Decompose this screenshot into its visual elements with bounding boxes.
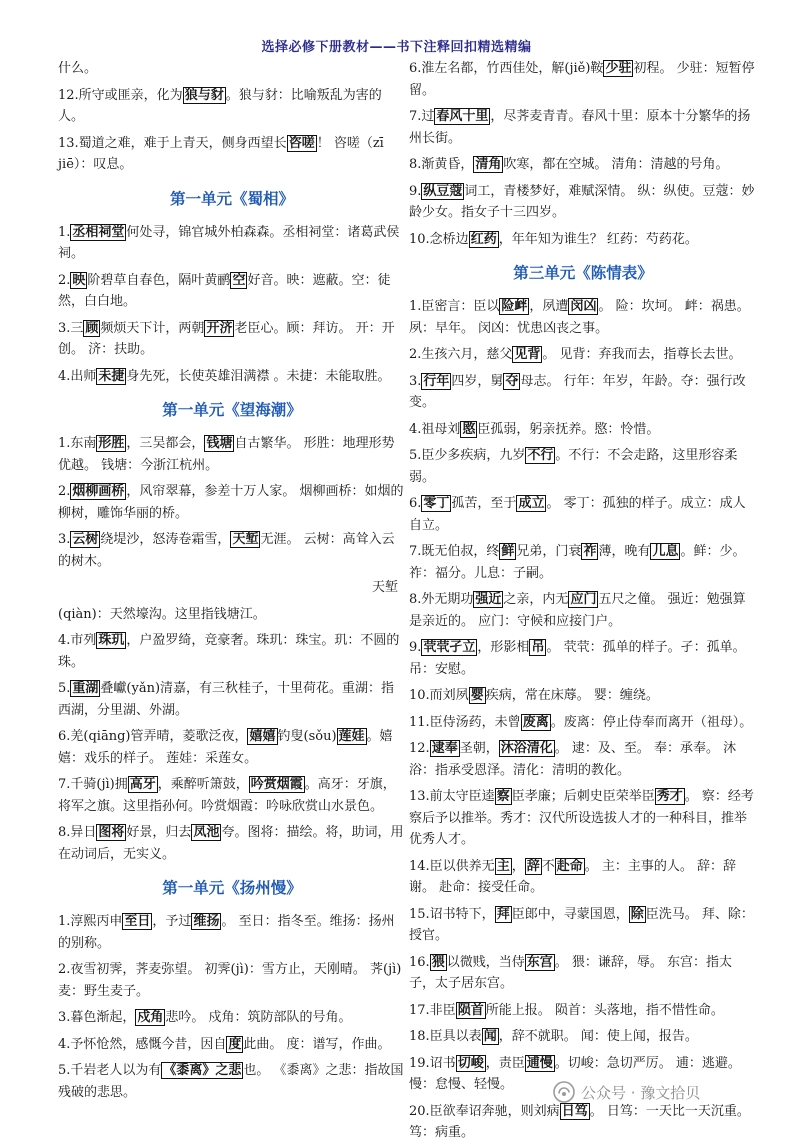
annotation-item (58, 133, 406, 176)
annotation-text: ，户盈罗绮，竞豪奢。珠玑：珠宝。玑：不圆的珠。 (58, 633, 400, 670)
annotation-text: 13.前太守臣逵 (409, 789, 495, 804)
boxed-keyword: 儿息 (652, 544, 679, 559)
annotation-item (409, 106, 757, 149)
annotation-text: 。鲜：少。 祚：福分。儿息：子嗣。 (409, 544, 746, 581)
annotation-text: 1.淳熙丙申 (58, 914, 123, 929)
annotation-text: 3.暮色渐起， (58, 1010, 136, 1025)
annotation-text: 15.诏书特下， (409, 906, 495, 922)
right-column (409, 58, 757, 1144)
annotation-text: 9. (409, 183, 422, 199)
annotation-text: 16. (409, 954, 430, 970)
boxed-keyword: 吟赏烟霞 (250, 777, 303, 792)
boxed-keyword: 戍角 (137, 1010, 164, 1025)
annotation-item (409, 1026, 757, 1048)
annotation-item (58, 1007, 406, 1029)
section-heading: 第三单元《陈情表》 (513, 263, 653, 282)
annotation-item (58, 58, 406, 80)
annotation-text: 4.出师 (58, 368, 97, 384)
boxed-keyword: 清角 (475, 157, 502, 172)
annotation-text: 臣孤弱，躬亲抚养。愍：怜惜。 (477, 421, 660, 437)
annotation-text: 4.予怀怆然，感慨今昔，因自 (58, 1036, 227, 1052)
annotation-text: 1.东南 (58, 436, 97, 451)
annotation-text: 5. (58, 681, 71, 696)
annotation-text: 叠巘(yǎn)清嘉，有三秋桂子，十里荷花。重湖：指西湖，分里湖、外湖。 (58, 681, 395, 718)
boxed-keyword: 至日 (124, 914, 151, 929)
annotation-text: 臣孝廉；后刺史臣荣举臣 (511, 789, 655, 804)
annotation-item (58, 85, 406, 128)
annotation-text: ，形影相 (477, 640, 530, 655)
annotation-item (409, 58, 757, 101)
boxed-keyword: 逋慢 (526, 1055, 553, 1071)
annotation-text: 10.念桥边 (409, 231, 469, 247)
annotation-text: 不 (541, 858, 555, 874)
page-header (0, 36, 793, 55)
annotation-item (58, 481, 406, 524)
annotation-text: 。废离：停止侍奉而离开（祖母）。 (550, 714, 753, 730)
annotation-text: 。切峻：急切严厉。 逋：逃避。慢：怠慢、轻慢。 (409, 1055, 741, 1092)
boxed-keyword: 云树 (72, 532, 99, 547)
annotation-text: 7.过 (409, 109, 435, 124)
annotation-text: 夸。图将：描绘。将，助词，用在动词后，无实义。 (58, 825, 404, 862)
boxed-keyword: 察 (496, 789, 510, 804)
boxed-keyword: 茕茕孑立 (423, 640, 476, 655)
annotation-text: 。不行：不会走路，这里形容柔弱。 (409, 448, 738, 485)
annotation-text: 何处寻，锦官城外柏森森。丞相祠堂：诸葛武侯祠。 (58, 224, 400, 261)
annotation-text: 6. (409, 496, 422, 511)
annotation-text: 10.而刘夙 (409, 688, 469, 703)
boxed-keyword: 婴 (470, 688, 484, 703)
annotation-text: ， (511, 858, 525, 874)
annotation-item (58, 222, 406, 265)
boxed-keyword: 少驻 (605, 61, 632, 76)
annotation-item (58, 1060, 406, 1103)
boxed-keyword: 切峻 (457, 1055, 484, 1071)
boxed-keyword: 闵凶 (570, 299, 597, 314)
annotation-text: 。 险：坎坷。 衅：祸患。 夙：早年。 闵凶：忧患凶丧之事。 (409, 299, 750, 336)
annotation-text: ！ 咨嗟（zī jiē）：叹息。 (58, 135, 384, 172)
boxed-keyword: 映 (72, 272, 86, 288)
annotation-text: 。狼与豺：比喻叛乱为害的人。 (58, 87, 382, 124)
annotation-item (58, 726, 406, 769)
annotation-text: 也。 《黍离》之悲：指故国残破的悲思。 (58, 1063, 404, 1100)
annotation-text: 母志。 行年：年岁，年龄。夺：强行改变。 (409, 373, 746, 410)
boxed-keyword: 猥 (431, 954, 445, 970)
annotation-item (409, 419, 757, 441)
annotation-text: 3. (409, 373, 422, 389)
boxed-keyword: 应门 (570, 592, 597, 607)
annotation-text: 绕堤沙，怒涛卷霜雪， (100, 532, 231, 547)
annotation-text: 好音。映：遮蔽。空：徒然，白白地。 (58, 272, 391, 309)
annotation-text: 老臣心。顾：拜访。 开：开创。 济：扶助。 (58, 320, 395, 357)
annotation-item (409, 856, 757, 899)
annotation-text: 。 察：经考察后予以推举。秀才：汉代所设选拔人才的一种科目，推举优秀人才。 (409, 789, 754, 847)
annotation-item (409, 589, 757, 632)
annotation-item (58, 366, 406, 388)
annotation-text: ，乘醉听箫鼓， (157, 777, 249, 792)
annotation-text: 4.市列 (58, 633, 97, 648)
annotation-text: 2.夜雪初霁，荠麦弥望。 初霁(jì)：雪方止，天刚晴。 荠(jì)麦：野生麦子。 (58, 962, 402, 999)
boxed-keyword: 见背 (514, 347, 541, 362)
boxed-keyword: 不行 (527, 448, 554, 463)
annotation-text: 4.祖母刘 (409, 421, 461, 437)
annotation-item (409, 371, 757, 414)
annotation-text: 2.生孩六月，慈父 (409, 347, 513, 362)
annotation-text: 好景，归去 (126, 825, 192, 840)
annotation-item (409, 445, 757, 488)
annotation-text: 2. (58, 272, 71, 288)
annotation-text: 12.所守或匪亲，化为 (58, 87, 183, 103)
annotation-text: 孤苦，至于 (451, 496, 517, 511)
boxed-keyword: 闻 (483, 1029, 497, 1044)
section-heading: 第一单元《蜀相》 (169, 188, 294, 208)
header-title: 选择必修下册教材——书下注释回扣精选精编 (261, 40, 532, 55)
annotation-item (409, 181, 757, 224)
annotation-text: 13.蜀道之难，难于上青天，侧身西望长 (58, 135, 287, 151)
annotation-text: 薄，晚有 (598, 544, 651, 559)
boxed-keyword: 秀才 (656, 789, 683, 804)
annotation-text: 1. (58, 224, 71, 240)
annotation-text: 。高牙：牙旗，将军之旗。这里指孙何。吟赏烟霞：吟咏欣赏山水景色。 (58, 777, 396, 814)
annotation-text: 。 茕茕：孤单的样子。孑：孤单。 吊：安慰。 (409, 640, 746, 677)
annotation-text: 臣郎中，寻蒙国恩， (511, 906, 629, 922)
annotation-text: 圣朝， (459, 741, 499, 756)
boxed-keyword: 纵豆蔻 (423, 183, 463, 199)
annotation-item (409, 154, 757, 176)
annotation-item (58, 678, 406, 721)
annotation-text: 8.异日 (58, 825, 97, 840)
boxed-keyword: 凤池 (193, 825, 220, 840)
annotation-text: ，风帘翠幕，参差十万人家。 烟柳画桥：如烟的柳树，雕饰华丽的桥。 (58, 484, 404, 521)
annotation-text: 什么。 (58, 61, 98, 76)
annotation-text: 3. (58, 532, 71, 547)
annotation-item (58, 604, 406, 626)
annotation-item (58, 774, 406, 817)
boxed-keyword: 主 (496, 858, 510, 874)
annotation-text: 悲吟。 戍角：筑防部队的号角。 (165, 1010, 352, 1025)
boxed-keyword: 开济 (206, 320, 233, 336)
boxed-keyword: 狼与豺 (184, 87, 224, 103)
boxed-keyword: 陨首 (457, 1002, 484, 1018)
annotation-text: 6.羌(qiāng)管弄晴，菱歌泛夜， (58, 729, 248, 744)
annotation-text: 吹寒，都在空城。 清角：清越的号角。 (503, 157, 729, 172)
boxed-keyword: 空 (232, 272, 246, 288)
annotation-text: 自古繁华。 形胜：地理形势优越。 钱塘：今浙江杭州。 (58, 436, 395, 473)
annotation-text: 5.臣少多疾病，九岁 (409, 448, 526, 463)
boxed-keyword: 春风十里 (436, 109, 489, 124)
annotation-text: 。 主：主事的人。 辞：辞谢。 赴命：接受任命。 (409, 858, 737, 895)
boxed-keyword: 祚 (583, 544, 597, 559)
boxed-keyword: 险衅 (501, 299, 528, 314)
annotation-item (409, 786, 757, 851)
boxed-keyword: 重湖 (72, 681, 99, 696)
boxed-keyword: 未捷 (98, 368, 125, 384)
boxed-keyword: 鲜 (501, 544, 515, 559)
boxed-keyword: 逮奉 (431, 741, 458, 756)
annotation-item (409, 1000, 757, 1022)
boxed-keyword: 愍 (462, 421, 476, 437)
section-heading: 第一单元《望海潮》 (162, 400, 302, 419)
annotation-text: 。 逮：及、至。 奉：承奉。 沐浴：指承受恩泽。清化：清明的教化。 (409, 741, 737, 778)
annotation-text: 2. (58, 484, 71, 499)
annotation-text: 6.淮左名都，竹西佳处，解(jiě)鞍 (409, 61, 604, 76)
annotation-text: 8.外无期功 (409, 592, 474, 607)
boxed-keyword: 强近 (475, 592, 502, 607)
annotation-item (58, 318, 406, 361)
annotation-item (58, 1034, 406, 1056)
annotation-text: ，予过 (152, 914, 192, 929)
annotation-text: 频烦天下计，两朝 (100, 320, 205, 336)
boxed-keyword: 高牙 (129, 777, 156, 792)
annotation-text: ，年年知为谁生？ 红药：芍药花。 (498, 231, 698, 247)
boxed-keyword: 咨嗟 (288, 135, 315, 151)
annotation-text: 。 日笃：一天比一天沉重。 笃：病重。 (409, 1103, 750, 1140)
annotation-text: 之亲，内无 (503, 592, 569, 607)
boxed-keyword: 珠玑 (98, 633, 125, 648)
boxed-keyword: 维扬 (193, 914, 220, 929)
annotation-text: 8.渐黄昏， (409, 157, 474, 172)
boxed-keyword: 钱塘 (206, 436, 233, 451)
boxed-keyword: 废离 (522, 714, 549, 730)
annotation-text: 19.诏书 (409, 1055, 456, 1071)
annotation-text: 四岁，舅 (451, 373, 504, 389)
annotation-text: 12. (409, 741, 430, 756)
boxed-keyword: 东宫 (526, 954, 553, 970)
annotation-text: 词工，青楼梦好，难赋深情。 纵：纵使。豆蔻：妙龄少女。指女子十三四岁。 (409, 183, 755, 220)
boxed-keyword: 日笃 (561, 1103, 588, 1119)
annotation-item (409, 493, 757, 536)
annotation-item (58, 529, 406, 572)
annotation-text: 1.臣密言：臣以 (409, 299, 500, 314)
annotation-text: 18.臣具以表 (409, 1029, 482, 1044)
boxed-keyword: 天堑 (232, 532, 259, 547)
annotation-item (58, 959, 406, 1002)
boxed-keyword: 图将 (98, 825, 125, 840)
annotation-text: 7.千骑(jì)拥 (58, 777, 128, 792)
annotation-text: 3.三 (58, 320, 84, 336)
annotation-item (409, 296, 757, 339)
boxed-keyword: 吊 (531, 640, 545, 655)
annotation-item (409, 952, 757, 995)
annotation-text: 。 猥：谦辞，辱。 东宫：指太子，太子居东宫。 (409, 954, 732, 991)
annotation-text: 7.既无伯叔，终 (409, 544, 500, 559)
boxed-keyword: 辞 (526, 858, 540, 874)
boxed-keyword: 赴命 (556, 858, 583, 874)
annotation-text: 此曲。 度：谱写，作曲。 (243, 1036, 391, 1052)
boxed-keyword: 丞相祠堂 (72, 224, 125, 240)
annotation-text: 17.非臣 (409, 1002, 456, 1018)
annotation-text: 14.臣以供养无 (409, 858, 495, 874)
boxed-keyword: 行年 (423, 373, 450, 389)
watermark-label: 公众号 · 豫文拾贝 (581, 1083, 701, 1102)
boxed-keyword: 形胜 (98, 436, 125, 451)
annotation-text: 兄弟，门衰 (516, 544, 582, 559)
boxed-keyword: 度 (228, 1036, 242, 1052)
annotation-text: 9. (409, 640, 422, 655)
boxed-keyword: 夺 (505, 373, 519, 389)
annotation-item (58, 911, 406, 954)
section-heading: 第一单元《扬州慢》 (162, 878, 302, 897)
annotation-item (58, 270, 406, 313)
annotation-text: ，三吴都会， (126, 436, 205, 451)
boxed-keyword: 沐浴清化 (500, 741, 553, 756)
annotation-item (409, 1101, 757, 1144)
boxed-keyword: 除 (630, 906, 644, 922)
annotation-item (409, 637, 757, 680)
watermark (553, 1080, 700, 1104)
boxed-keyword: 成立 (518, 496, 545, 511)
note-continuation: 天堑 (371, 580, 398, 595)
annotation-text: 阶碧草自春色，隔叶黄鹂 (87, 272, 231, 288)
annotation-item (58, 433, 406, 476)
annotation-text: 。 见背：弃我而去，指尊长去世。 (542, 347, 742, 362)
annotation-text: ，尽荠麦青青。春风十里：原本十分繁华的扬州长街。 (409, 109, 751, 146)
annotation-item (409, 344, 757, 366)
annotation-item (409, 738, 757, 781)
annotation-text: 身先死，长使英雄泪满襟 。未捷：未能取胜。 (126, 368, 391, 384)
annotation-text: 五尺之僮。 强近：勉强算是亲近的。 应门：守候和应接门户。 (409, 592, 746, 629)
annotation-text: 所能上报。 陨首：头落地，指不惜性命。 (485, 1002, 724, 1018)
annotation-item (58, 630, 406, 673)
boxed-keyword: 烟柳画桥 (72, 484, 125, 499)
annotation-text: 以微贱，当侍 (446, 954, 525, 970)
annotation-item (409, 541, 757, 584)
boxed-keyword: 红药 (470, 231, 497, 247)
annotation-text: 20.臣欲奉诏奔驰，则刘病 (409, 1103, 560, 1119)
annotation-item (58, 822, 406, 865)
boxed-keyword: 莲娃 (338, 729, 365, 744)
annotation-text: (qiàn)：天然壕沟。这里指钱塘江。 (58, 606, 266, 622)
annotation-text: 11.臣侍汤药，未曾 (409, 714, 521, 730)
boxed-keyword: 《黍离》之悲 (163, 1063, 242, 1078)
boxed-keyword: 零丁 (423, 496, 450, 511)
annotation-text: ，夙遭 (529, 299, 569, 314)
annotation-item (409, 229, 757, 251)
annotation-text: 无涯。 云树：高耸入云的树木。 (58, 532, 395, 569)
annotation-item (409, 685, 757, 707)
annotation-item (409, 712, 757, 734)
wechat-official-account-icon (553, 1081, 575, 1103)
annotation-text: 钓叟(sǒu) (277, 729, 337, 744)
annotation-text: ，辞不就职。 闻：使上闻，报告。 (498, 1029, 698, 1044)
boxed-keyword: 顾 (85, 320, 99, 336)
boxed-keyword: 拜 (496, 906, 510, 922)
annotation-text: ，责臣 (485, 1055, 525, 1071)
annotation-text: 5.千岩老人以为有 (58, 1063, 162, 1078)
boxed-keyword: 嬉嬉 (249, 729, 276, 744)
annotation-text: 。 至日：指冬至。维扬：扬州的别称。 (58, 914, 395, 951)
annotation-item (409, 904, 757, 947)
annotation-text: 。 零丁：孤独的样子。成立：成人自立。 (409, 496, 746, 533)
annotation-text: 初程。 少驻：短暂停留。 (409, 61, 755, 98)
annotation-text: 臣洗马。 拜、除：授官。 (409, 906, 754, 943)
left-column (58, 58, 406, 1103)
annotation-text: 。嬉嬉：戏乐的样子。 莲娃：采莲女。 (58, 729, 393, 766)
annotation-text: 疾病，常在床蓐。 婴：缠绕。 (485, 688, 659, 703)
